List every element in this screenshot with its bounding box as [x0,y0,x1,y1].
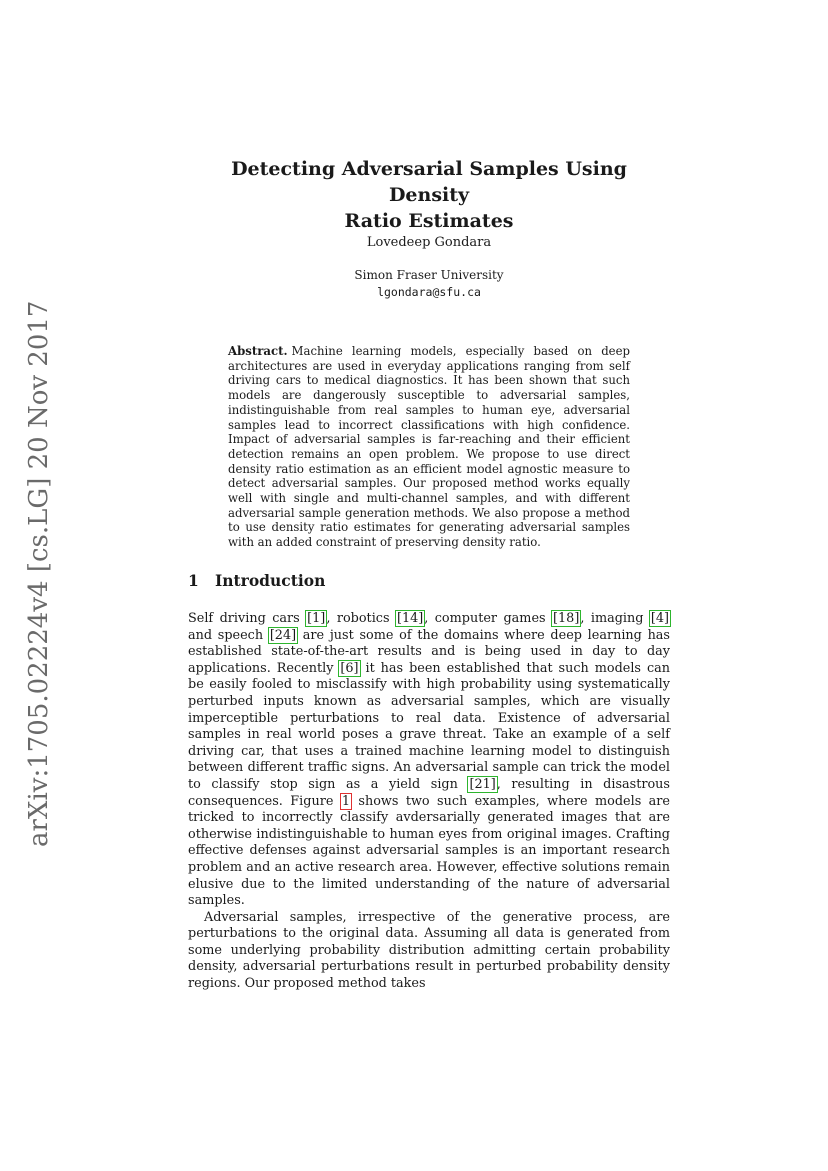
citation-link[interactable]: [18] [553,611,580,626]
abstract [228,344,630,550]
paper-title [188,156,670,234]
abstract-text: Machine learning models, especially based on deep architectures are used in everyday applications ranging from self driving cars to medical diagnostics. It has been shown that such models are dangerously susceptible to adversarial samples, indistinguishable from real samples to human eye, adversarial samples lead to incorrect classifications with high confidence. Impact of adversarial samples is far-reaching and their efficient detection remains an open problem. We propose to use direct density ratio estimation as an efficient model agnostic measure to detect adversarial samples. Our proposed method works equally well with single and multi-channel samples, and with different adversarial sample generation methods. We also propose a method to use density ratio estimates for generating adversarial samples with an added constraint of preserving density ratio. [228,344,630,550]
section-number: 1 [188,571,199,590]
text-run: , computer games [424,611,553,626]
paragraph-2: Adversarial samples, irrespective of the generative process, are perturbations to the original data. Assuming all data is generated from some underlying probability distribution admitting certain probability density, adversarial perturbations result in perturbed probability density regions. Our proposed method takes [188,909,670,992]
text-run: shows two such examples, where models are tricked to incorrectly classify avdersarially generated images that are otherwise indistinguishable to human eyes from original images. Crafting effective defenses against adversarial samples is an important research problem and an active research area. However, effective solutions remain elusive due to the limited understanding of the nature of adversarial samples. [188,793,671,909]
text-run: are just some of the domains where deep learning has established state-of-the-art results and is being used in day to day applications. Recently [188,627,671,676]
citation-link[interactable]: [21] [469,776,496,792]
affiliation-block [188,267,670,301]
citation-link[interactable]: [1] [307,611,326,626]
section-heading [188,571,325,590]
citation-link[interactable]: [4] [650,611,670,626]
text-run: , resulting in disastrous consequences. Figure [188,776,670,809]
abstract-label: Abstract. [228,344,288,358]
title-line-1: Detecting Adversarial Samples Using Density [231,158,627,206]
paragraph-1 [188,611,670,910]
text-run: , imaging [580,611,650,626]
affiliation: Simon Fraser University [354,268,504,282]
author-name: Lovedeep Gondara [366,235,492,250]
arxiv-identifier-stamp: arXiv:1705.02224v4 [cs.LG] 20 Nov 2017 [24,300,54,847]
author-email: lgondara@sfu.ca [377,285,481,299]
citation-link[interactable]: [14] [396,611,424,626]
citation-link[interactable]: [6] [340,660,359,676]
text-run: , robotics [326,611,396,626]
title-line-2: Ratio Estimates [344,210,514,232]
citation-link[interactable]: [24] [269,627,297,643]
text-run: Self driving cars [188,611,307,626]
figure-reference-link[interactable]: 1 [341,793,350,809]
section-title: Introduction [215,571,326,590]
text-run: it has been established that such models can be easily fooled to misclassify with high probability using systematically perturbed inputs known as adversarial samples, which are visually imperceptible perturbations to real data. Existence of adversarial samples in real world poses a grave threat. Take an example of a self driving car, that uses a trained machine learning model to distinguish between different traffic signs. An adversarial sample can trick the model to classify stop sign as a yield sign [188,660,670,792]
body-text [188,611,670,993]
text-run: and speech [188,627,269,643]
